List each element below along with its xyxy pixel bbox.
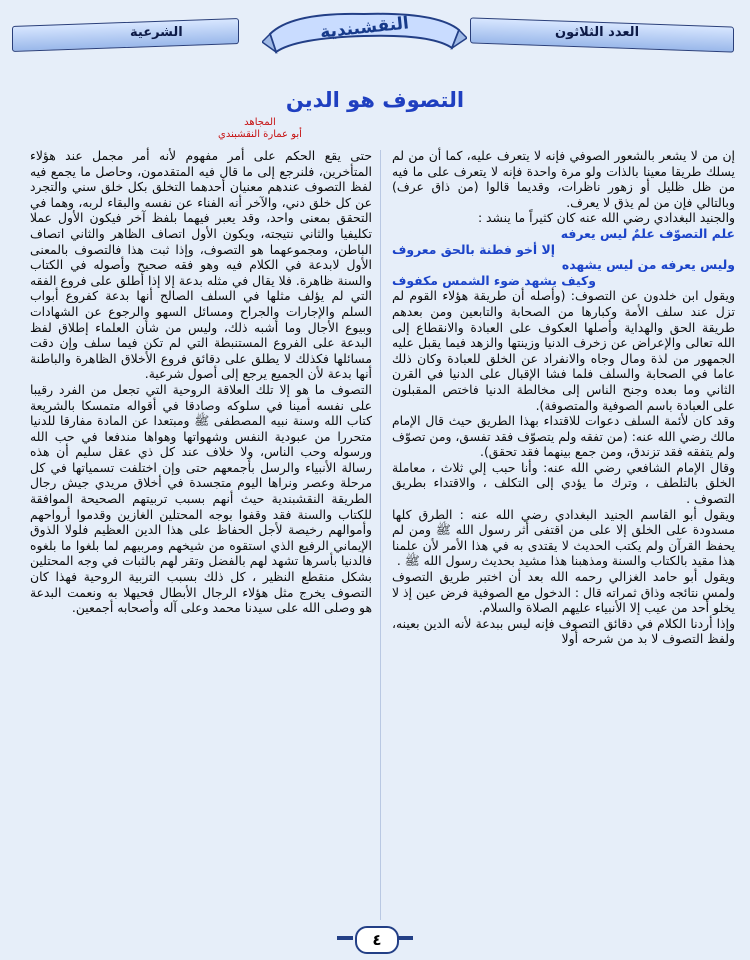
paragraph: ويقول ابن خلدون عن التصوف: (وأصله أن طريقة هؤلاء القوم لم تزل عند سلف الأمة وكبارها من الصحابة والتابعين ومن بعدهم طريقة الحق والهداية وأصلها العكوف على العبادة والانقطاع إلى الله تعالى والإعراض عن زخرف الدنيا وزينتها والزهد فيما يقبل عليه الجمهور من لذة ومال وجاه والانفراد عن الخلق للعبادة وكان ذلك عاما في الصحابة والسلف فلما فشا الإقبال على الدنيا في القرن الثاني وما بعده وجنح الناس إلى مخالطة الدنيا فاختص المقبلون على العبادة باسم الصوفية والمتصوفة). [392, 288, 735, 413]
column-divider [380, 150, 381, 920]
author-byline [210, 117, 310, 141]
page-number-ornament [337, 924, 413, 954]
banner-title: النقشبندية [319, 13, 410, 43]
section-label: الشرعية [130, 25, 183, 40]
paragraph: التصوف ما هو إلا تلك العلاقة الروحية التي تجعل من الفرد رقيبا على نفسه أمينا في سلوكه وصادقا في أقواله متمسكا بالشريعة كتاب الله وسنة نبيه المصطفى ﷺ ومبتعدا عن المادة مفارقا للدنيا متحررا من عبودية النفس وشهواتها وهواها مندفعا في حب الله ورسوله وحب الناس، ولا خلاف عند كل ذي عقل سليم أن هذه رسالة الأنبياء والرسل بأجمعهم حتى وإن اختلفت تسمياتها في كل مرحلة وعصر ونراها اليوم متجسدة في أخلاق مريدي جيش رجال الطريقة النقشبندية حيث أنهم بسبب تربيتهم الصحيحة الموافقة للكتاب والسنة فقد وقفوا بوجه المحتلين الغازين وقدموا أرواحهم وأموالهم رخيصة لأجل الحفاظ على هذا الدين العظيم فلولا الذوق الإيماني الرفيع الذي استقوه من شيخهم ومربيهم لما بلغوا ما بلغوه فالدنيا بأسرها تشهد لهم بالفضل وتقر لهم بالثبات في وجه المحتلين بشكل منقطع النظير ، كل ذلك بسبب التربية الروحية فهذا كان التصوف يخرج مثل هؤلاء الرجال الأبطال فحيهلا به ونعمت البدعة هو وصلى الله على سيدنا محمد وعلى آله وأصحابه أجمعين. [30, 381, 372, 616]
header-ribbon-left [12, 18, 239, 52]
byline-role: المجاهد [244, 117, 276, 128]
paragraph: وقد كان لأئمة السلف دعوات للاقتداء بهذا الطريق حيث قال الإمام مالك رضي الله عنه: (من تفقه ولم يتصوّف فقد تفسق، ومن تصوّف ولم يتفقه فقد تزندق، ومن جمع بينهما فقد تحقق). [392, 413, 735, 460]
article-column-left [30, 148, 372, 616]
poem-line: علم التصوّف علمٌ ليس يعرفه [560, 225, 735, 241]
poem-line: وكيف يشهد ضوء الشمس مكفوف [392, 272, 596, 288]
paragraph: وقال الإمام الشافعي رضي الله عنه: وأنا حبب إلي ثلاث ، معاملة الخلق بالتلطف ، وترك ما يؤدي إلى التكلف ، والاقتداء بطريق التصوف . [392, 459, 735, 507]
poem-line: إلا أخو فطنة بالحق معروف [392, 241, 555, 257]
page-number: ٤ [355, 926, 399, 954]
byline-author: أبو عمارة النقشبندي [218, 129, 302, 140]
ornament-wing-right [397, 936, 413, 940]
header-frame [0, 0, 750, 80]
paragraph: إن من لا يشعر بالشعور الصوفي فإنه لا يتعرف عليه، كما أن من لم يسلك طريقا معينا بالذات ولو مرة واحدة فإنه لا يتعرف على ما فيه من ظل ظليل أو زهور ناظرات، وقديما قالوا (من ذاق عرف) وبالتالي فإن من لم يذق لا يعرف. [392, 148, 735, 210]
paragraph: حتى يقع الحكم على أمر مفهوم لأنه أمر مجمل عند هؤلاء المتأخرين، فلنرجع إلى ما قال فيه المتقدمون، وحاصل ما يجمع فيه لفظ التصوف عندهم معنيان أحدهما التخلق بكل خلق سني والتجرد عن كل خلق دني، والآخر أنه الفناء عن نفسه والبقاء لربه، وهما في التحقق بمعنى واحد، وقد يعبر فيهما بلفظ آخر فيكون الأول عملا تكليفيا والثاني نتيجته، ويكون الأول اتصاف الظاهر والثاني اتصاف الباطن، ومجموعهما هو التصوف، وإذا ثبت هذا فالتصوف بالمعنى الأول لابدعة في الكلام فيه وهو فقه صحيح وأصوله في الكتاب والسنة ظاهرة. فلا يقال في مثله بدعة إلا إذا أطلق على فروع الفقه التي لم يؤلف مثلها في السلف الصالح أنها بدعة كفروع أبواب السلم والإجارات والجراح ومسائل السهو والرجوع عن الشهادات وبيوع الأجال وما أشبه ذلك، وليس من شأن العلماء إطلاق لفظ البدعة على الفروع المستنبطة التي لم تكن فيما سلف وإن دقت مسائلها فكذلك لا يطلق على دقائق فروع الأخلاق الظاهرة والباطنة أنها بدعة لأن الجميع يرجع إلى أصول شرعية. [30, 148, 372, 382]
paragraph: وإذا أردنا الكلام في دقائق التصوف فإنه ليس ببدعة لأنه الدين بعينه، ولفظ التصوف لا بد من شرحه أولا [392, 615, 735, 647]
paragraph: ويقول أبو حامد الغزالي رحمه الله بعد أن اختبر طريق التصوف ولمس نتائجه وذاق ثمراته قال : الدخول مع الصوفية فرض عين إذ لا يخلو أحد من عيب إلا الأنبياء عليهم الصلاة والسلام. [392, 569, 735, 616]
poem-line: وليس يعرفه من ليس يشهده [561, 257, 735, 273]
paragraph: ويقول أبو القاسم الجنيد البغدادي رضي الله عنه : الطرق كلها مسدودة على الخلق إلا على من اقتفى أثر رسول الله ﷺ ومن لم يحفظ القرآن ولم يكتب الحديث لا يقتدى به في هذا الأمر لأن علمنا هذا مقيد بالكتاب والسنة ومذهبنا هذا مشيد بحديث رسول الله ﷺ . [392, 506, 735, 569]
paragraph: والجنيد البغدادي رضي الله عنه كان كثيراً ما ينشد : [477, 210, 735, 226]
article-column-right [392, 148, 735, 647]
magazine-banner [262, 8, 467, 58]
ornament-wing-left [337, 936, 353, 940]
article-title: التصوف هو الدين [285, 88, 465, 112]
issue-label: العدد الثلاثون [555, 25, 640, 40]
